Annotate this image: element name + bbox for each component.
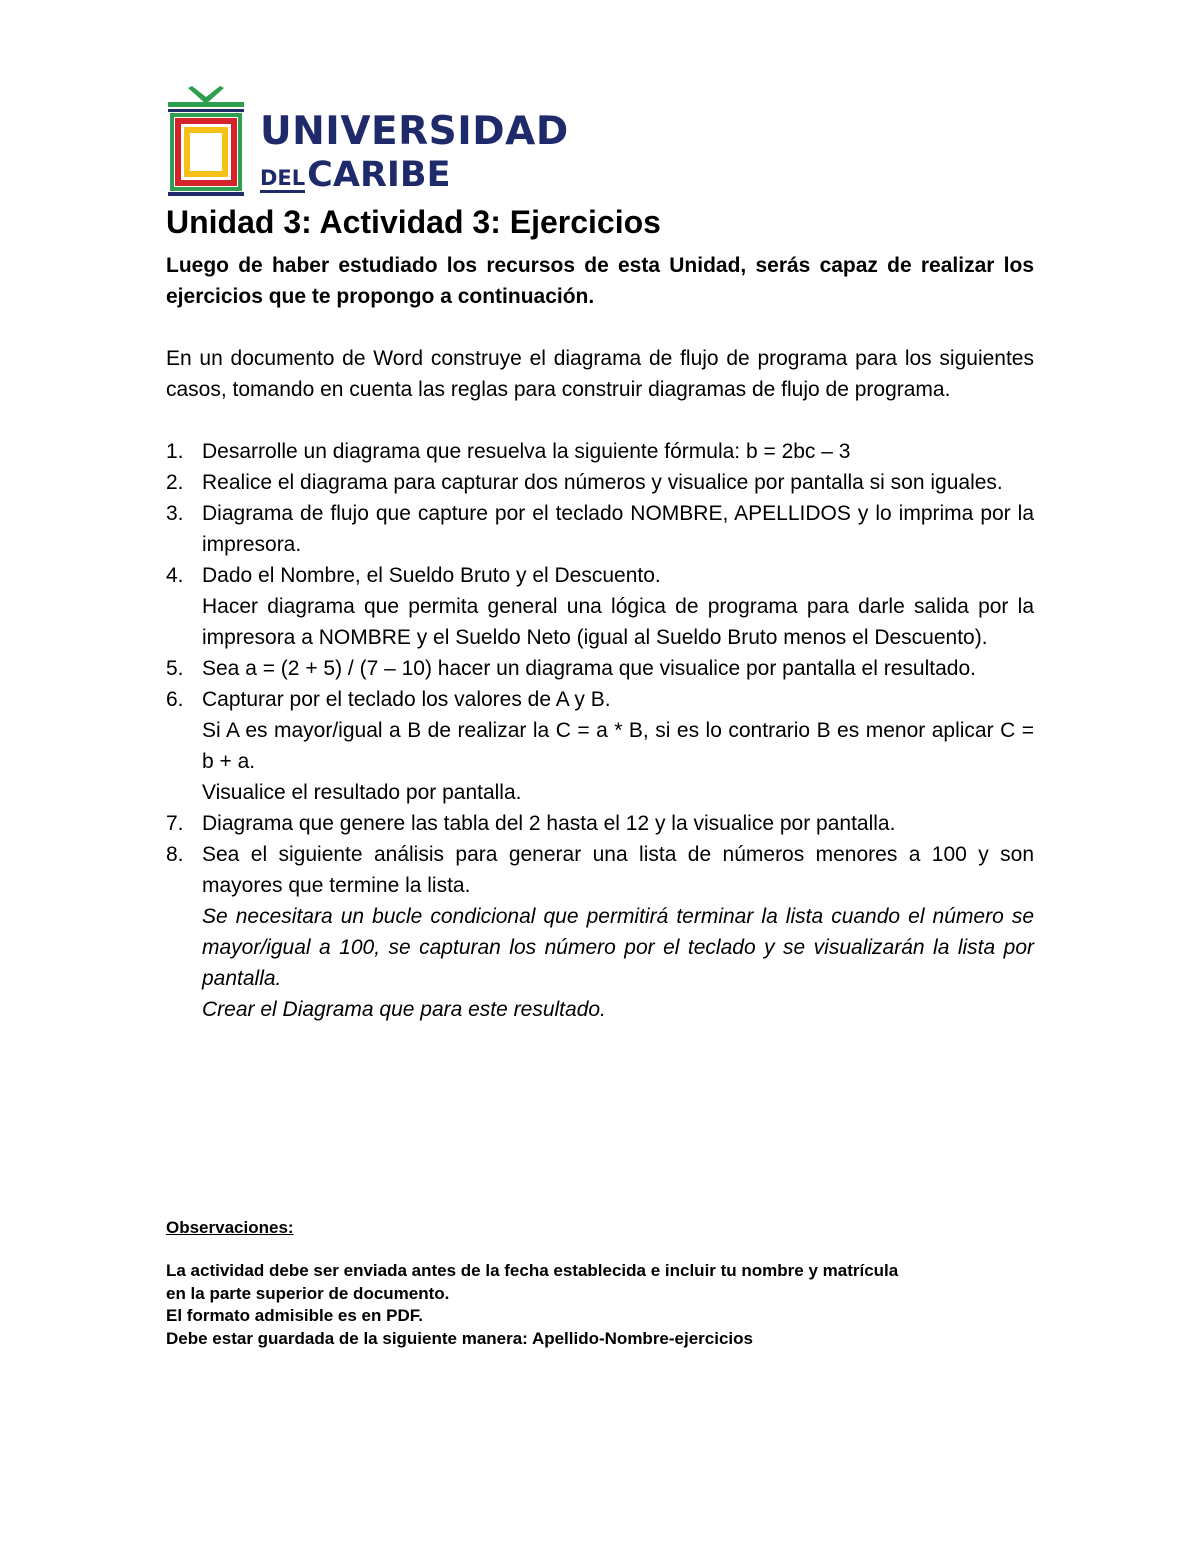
logo-text-del-caribe xyxy=(260,155,451,195)
list-item-text: Sea el siguiente análisis para generar una lista de números menores a 100 y son mayores que termine la lista. xyxy=(202,843,1034,897)
list-item xyxy=(166,498,1034,560)
observations-title: Observaciones: xyxy=(166,1218,294,1237)
list-number: 4. xyxy=(166,564,184,587)
list-item xyxy=(166,653,1034,684)
list-number: 2. xyxy=(166,471,184,494)
observations-section xyxy=(166,1216,1034,1350)
list-item-text: Capturar por el teclado los valores de A y B. xyxy=(202,688,611,711)
list-item-text: Realice el diagrama para capturar dos números y visualice por pantalla si son iguales. xyxy=(202,471,1003,494)
observation-line: El formato admisible es en PDF. xyxy=(166,1306,423,1325)
list-item-text: Diagrama de flujo que capture por el teclado NOMBRE, APELLIDOS y lo imprima por la impresora. xyxy=(202,502,1034,556)
list-item xyxy=(166,684,1034,808)
list-item xyxy=(166,436,1034,467)
logo-emblem-icon xyxy=(166,82,246,200)
list-item xyxy=(166,467,1034,498)
list-item-text: Diagrama que genere las tabla del 2 hasta el 12 y la visualice por pantalla. xyxy=(202,812,896,835)
list-item-text: Hacer diagrama que permita general una lógica de programa para darle salida por la impresora a NOMBRE y el Sueldo Neto (igual al Sueldo Bruto menos el Descuento). xyxy=(202,595,1034,649)
instruction-paragraph: En un documento de Word construye el diagrama de flujo de programa para los siguientes casos, tomando en cuenta las reglas para construir diagramas de flujo de programa. xyxy=(166,347,1034,401)
observation-line: La actividad debe ser enviada antes de la fecha establecida e incluir tu nombre y matrícula xyxy=(166,1261,899,1280)
intro-paragraph: Luego de haber estudiado los recursos de esta Unidad, serás capaz de realizar los ejercicios que te propongo a continuación. xyxy=(166,254,1034,308)
list-item-text: Visualice el resultado por pantalla. xyxy=(202,781,522,804)
list-item-text: Dado el Nombre, el Sueldo Bruto y el Descuento. xyxy=(202,564,661,587)
page-title: Unidad 3: Actividad 3: Ejercicios xyxy=(166,204,661,240)
logo-text-del: DEL xyxy=(260,168,305,193)
list-number: 5. xyxy=(166,657,184,680)
document-body xyxy=(166,200,1034,1025)
university-logo xyxy=(166,82,569,200)
list-number: 1. xyxy=(166,440,184,463)
observations-text xyxy=(166,1260,1034,1350)
observation-line: Debe estar guardada de la siguiente manera: Apellido-Nombre-ejercicios xyxy=(166,1328,753,1348)
list-item-text: Sea a = (2 + 5) / (7 – 10) hacer un diagrama que visualice por pantalla el resultado. xyxy=(202,657,976,680)
list-item-italic-text: Crear el Diagrama que para este resultado. xyxy=(202,998,606,1021)
list-number: 6. xyxy=(166,688,184,711)
logo-text-universidad: UNIVERSIDAD xyxy=(260,109,569,154)
list-number: 7. xyxy=(166,812,184,835)
observation-line: en la parte superior de documento. xyxy=(166,1283,450,1303)
list-item-text: Si A es mayor/igual a B de realizar la C = a * B, si es lo contrario B es menor aplicar C = b + a. xyxy=(202,719,1034,773)
exercise-list xyxy=(166,436,1034,1025)
list-item-italic-text: Se necesitara un bucle condicional que permitirá terminar la lista cuando el número se mayor/igual a 100, se capturan los número por el teclado y se visualizarán la lista por pantalla. xyxy=(202,905,1034,990)
list-item xyxy=(166,808,1034,839)
list-number: 3. xyxy=(166,502,184,525)
list-item xyxy=(166,560,1034,653)
list-number: 8. xyxy=(166,843,184,866)
list-item-text: Desarrolle un diagrama que resuelva la siguiente fórmula: b = 2bc – 3 xyxy=(202,440,851,463)
list-item xyxy=(166,839,1034,1025)
logo-text-caribe: CARIBE xyxy=(307,155,451,195)
